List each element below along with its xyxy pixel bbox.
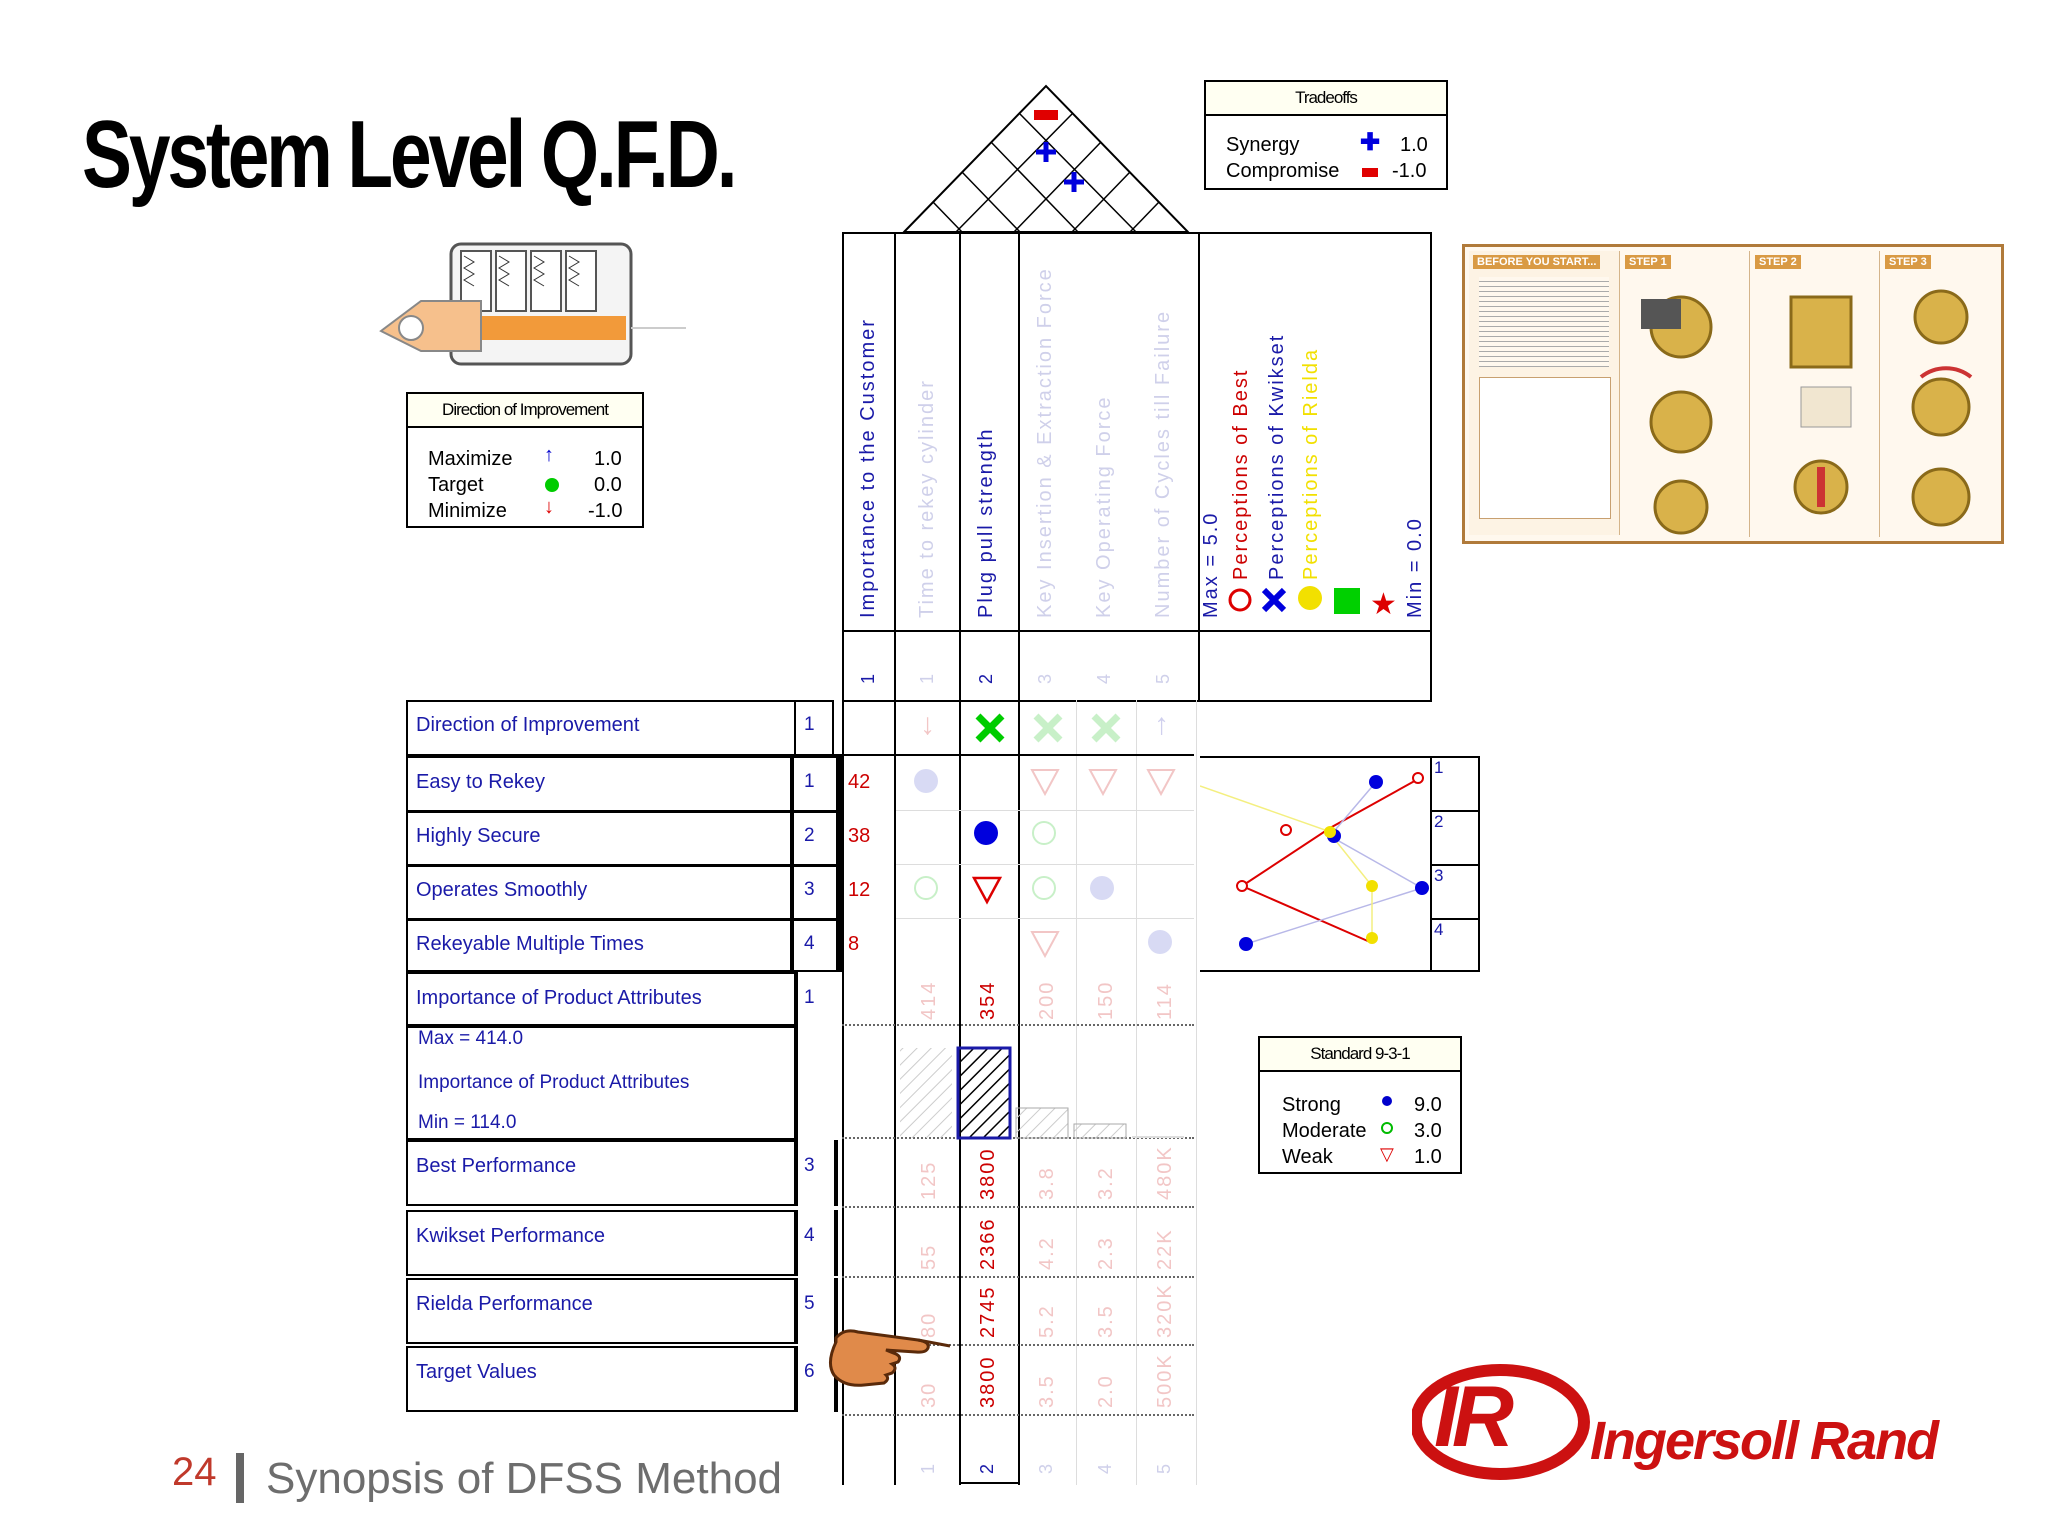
legend-value: 1.0 — [594, 448, 622, 470]
green-square-icon — [1334, 588, 1360, 614]
target-x-icon — [1090, 712, 1122, 744]
performance-num: 4 — [804, 1225, 815, 1246]
column-label-5: Number of Cycles till Failure — [1152, 309, 1174, 618]
importance-attr-label: Importance of Product Attributes — [416, 987, 702, 1009]
plus-icon: ✚ — [1360, 129, 1381, 156]
importance-attr-value: 150 — [1095, 980, 1117, 1020]
bottom-column-num: 1 — [918, 1461, 938, 1474]
legend-value: 3.0 — [1414, 1120, 1442, 1142]
footer-title: Synopsis of DFSS Method — [266, 1454, 783, 1503]
attribute-bar — [1074, 1124, 1126, 1138]
importance-chart-label: Importance of Product Attributes — [418, 1072, 690, 1093]
legend-label: Strong — [1282, 1094, 1341, 1116]
instruction-header: STEP 3 — [1885, 255, 1931, 269]
perf-value: 2745 — [977, 1285, 999, 1338]
open-circle-icon — [1381, 1122, 1393, 1134]
column-label-2: Plug pull strength — [975, 427, 997, 618]
rielda-point-icon — [1324, 826, 1336, 838]
performance-label: Target Values — [416, 1361, 537, 1383]
target-dot-icon — [545, 478, 559, 492]
page-number: 24 — [172, 1450, 217, 1494]
rielda-point-icon — [1366, 932, 1378, 944]
perf-value: 3.8 — [1036, 1166, 1058, 1200]
requirement-importance: 8 — [848, 933, 860, 955]
kwikset-point-icon — [1369, 775, 1383, 789]
column-num-importance: 1 — [858, 671, 878, 684]
legend-label: Compromise — [1226, 160, 1340, 182]
column-num-3: 3 — [1035, 671, 1055, 684]
logo-mark: IR — [1434, 1369, 1508, 1465]
importance-attr-value: 200 — [1036, 980, 1058, 1020]
attribute-bar — [1132, 1136, 1184, 1138]
requirement-label: Highly Secure — [416, 825, 541, 847]
rielda-point-icon — [1366, 880, 1378, 892]
moderate-circle-icon — [915, 877, 937, 899]
kwikset-point-icon — [1239, 937, 1253, 951]
column-num-2: 2 — [976, 671, 996, 684]
page-title: System Level Q.F.D. — [82, 101, 735, 208]
lock-cylinder-illustration — [376, 236, 696, 376]
compromise-icon — [1034, 110, 1058, 120]
perception-kwikset-label: Perceptions of Kwikset — [1266, 333, 1288, 580]
instruction-header: BEFORE YOU START... — [1473, 255, 1600, 269]
star-icon: ★ — [1370, 587, 1397, 622]
target-x-icon — [974, 712, 1006, 744]
perf-value: 30 — [918, 1381, 940, 1408]
legend-value: -1.0 — [1392, 160, 1427, 182]
best-point-icon — [1281, 825, 1291, 835]
perf-value: 3.5 — [1036, 1374, 1058, 1408]
perception-best-label: Perceptions of Best — [1230, 368, 1252, 580]
arrow-down-icon: ↓ — [544, 496, 554, 518]
legend-value: 1.0 — [1414, 1146, 1442, 1168]
footer-divider — [236, 1453, 244, 1503]
perf-value: 3800 — [977, 1355, 999, 1408]
attribute-bar — [958, 1048, 1010, 1138]
performance-label: Kwikset Performance — [416, 1225, 605, 1247]
arrow-up-icon: ↑ — [1154, 708, 1169, 741]
perf-value: 5.2 — [1036, 1304, 1058, 1338]
best-open-circle-icon — [1230, 590, 1250, 610]
direction-legend — [406, 392, 644, 528]
legend-value: -1.0 — [588, 500, 623, 522]
column-num-5: 5 — [1153, 671, 1173, 684]
weak-triangle-icon — [1090, 770, 1116, 794]
instruction-header: STEP 1 — [1625, 255, 1671, 269]
legend-value: 9.0 — [1414, 1094, 1442, 1116]
requirement-importance: 38 — [848, 825, 871, 847]
importance-bar-chart — [896, 1026, 1196, 1140]
moderate-circle-icon — [1033, 877, 1055, 899]
requirement-label: Operates Smoothly — [416, 879, 588, 901]
bottom-column-num: 4 — [1095, 1461, 1115, 1474]
requirement-num: 1 — [804, 771, 815, 792]
pointing-hand-icon — [826, 1318, 956, 1388]
performance-num: 5 — [804, 1293, 815, 1314]
tradeoffs-legend-title: Tradeoffs — [1206, 82, 1446, 116]
weak-triangle-icon — [1148, 770, 1174, 794]
performance-num: 6 — [804, 1361, 815, 1382]
importance-chart-max: Max = 414.0 — [418, 1028, 524, 1049]
column-num-1: 1 — [917, 671, 937, 684]
strong-circle-icon — [974, 821, 998, 845]
legend-label: Maximize — [428, 448, 513, 470]
perf-value: 22K — [1154, 1228, 1176, 1270]
weak-triangle-icon — [1032, 770, 1058, 794]
perf-value: 2.0 — [1095, 1374, 1117, 1408]
correlation-roof — [896, 84, 1196, 234]
requirement-label: Easy to Rekey — [416, 771, 545, 793]
perf-value: 80 — [918, 1311, 940, 1338]
tradeoffs-legend — [1204, 80, 1448, 190]
weak-triangle-icon — [974, 878, 1000, 902]
perf-value: 500K — [1154, 1353, 1176, 1408]
standard-legend — [1258, 1036, 1462, 1174]
perf-value: 320K — [1154, 1283, 1176, 1338]
perf-value: 3.5 — [1095, 1304, 1117, 1338]
perception-row-num: 4 — [1434, 920, 1444, 939]
weak-triangle-icon — [1032, 932, 1058, 956]
strong-circle-icon — [914, 769, 938, 793]
attribute-bar — [1016, 1108, 1068, 1138]
perception-row-num: 2 — [1434, 812, 1444, 831]
perf-value: 125 — [918, 1160, 940, 1200]
strong-circle-icon — [1090, 876, 1114, 900]
column-num-4: 4 — [1094, 671, 1114, 684]
importance-chart-min: Min = 114.0 — [418, 1112, 517, 1133]
bottom-column-num: 5 — [1154, 1461, 1174, 1474]
standard-legend-title: Standard 9-3-1 — [1260, 1038, 1460, 1072]
perf-value: 2.3 — [1095, 1236, 1117, 1270]
rielda-dot-icon — [1298, 586, 1322, 610]
legend-label: Moderate — [1282, 1120, 1367, 1142]
importance-attr-num: 1 — [804, 987, 815, 1008]
legend-label: Minimize — [428, 500, 507, 522]
arrow-up-icon: ↑ — [544, 444, 554, 466]
column-label-importance: Importance to the Customer — [857, 318, 879, 618]
best-point-icon — [1237, 881, 1247, 891]
requirement-importance: 42 — [848, 771, 871, 793]
perf-value: 3800 — [977, 1147, 999, 1200]
perf-value: 480K — [1154, 1145, 1176, 1200]
target-x-icon — [1032, 712, 1064, 744]
importance-attr-value: 414 — [918, 980, 940, 1020]
legend-label: Synergy — [1226, 134, 1300, 156]
legend-label: Weak — [1282, 1146, 1333, 1168]
perception-symbols — [1222, 584, 1422, 624]
importance-attr-value: 114 — [1154, 982, 1176, 1020]
attribute-bar — [900, 1048, 952, 1138]
legend-value: 0.0 — [594, 474, 622, 496]
direction-legend-title: Direction of Improvement — [408, 394, 642, 428]
performance-num: 3 — [804, 1155, 815, 1176]
ingersoll-rand-logo — [1412, 1362, 1938, 1480]
direction-row-num: 1 — [804, 714, 815, 735]
instruction-header: STEP 2 — [1755, 255, 1801, 269]
performance-label: Best Performance — [416, 1155, 577, 1177]
requirement-num: 2 — [804, 825, 815, 846]
column-label-3: Key Insertion & Extraction Force — [1034, 267, 1056, 618]
minus-icon — [1362, 168, 1378, 177]
kwikset-x-icon — [1264, 590, 1284, 610]
perf-value: 2366 — [977, 1217, 999, 1270]
perception-max-label: Max = 5.0 — [1200, 511, 1222, 618]
perception-row-num: 1 — [1434, 758, 1444, 777]
requirement-num: 4 — [804, 933, 815, 954]
performance-label: Rielda Performance — [416, 1293, 593, 1315]
strong-circle-icon — [1148, 930, 1172, 954]
perception-min-label: Min = 0.0 — [1404, 517, 1426, 618]
bottom-column-num: 3 — [1036, 1461, 1056, 1474]
column-label-4: Key Operating Force — [1093, 395, 1115, 618]
logo-wordmark: Ingersoll Rand — [1590, 1411, 1938, 1471]
direction-row-label: Direction of Improvement — [416, 714, 640, 736]
best-point-icon — [1413, 773, 1423, 783]
requirement-num: 3 — [804, 879, 815, 900]
column-label-1: Time to rekey cylinder — [916, 379, 938, 618]
perception-rielda-label: Perceptions of Rielda — [1300, 347, 1322, 580]
bottom-column-num: 2 — [977, 1461, 997, 1474]
relationship-matrix — [896, 756, 1196, 972]
filled-circle-icon — [1382, 1096, 1392, 1106]
perception-row-num: 3 — [1434, 866, 1444, 885]
perception-chart — [1200, 756, 1432, 972]
kwikset-point-icon — [1415, 881, 1429, 895]
requirement-label: Rekeyable Multiple Times — [416, 933, 644, 955]
legend-value: 1.0 — [1400, 134, 1428, 156]
triangle-icon: ▽ — [1380, 1144, 1394, 1164]
legend-label: Target — [428, 474, 484, 496]
importance-attr-value: 354 — [977, 980, 999, 1020]
arrow-down-icon: ↓ — [920, 708, 935, 741]
perf-value: 55 — [918, 1243, 940, 1270]
perf-value: 3.2 — [1095, 1166, 1117, 1200]
rekey-instructions-image — [1462, 244, 2004, 544]
perf-value: 4.2 — [1036, 1236, 1058, 1270]
moderate-circle-icon — [1033, 822, 1055, 844]
requirement-importance: 12 — [848, 879, 871, 901]
